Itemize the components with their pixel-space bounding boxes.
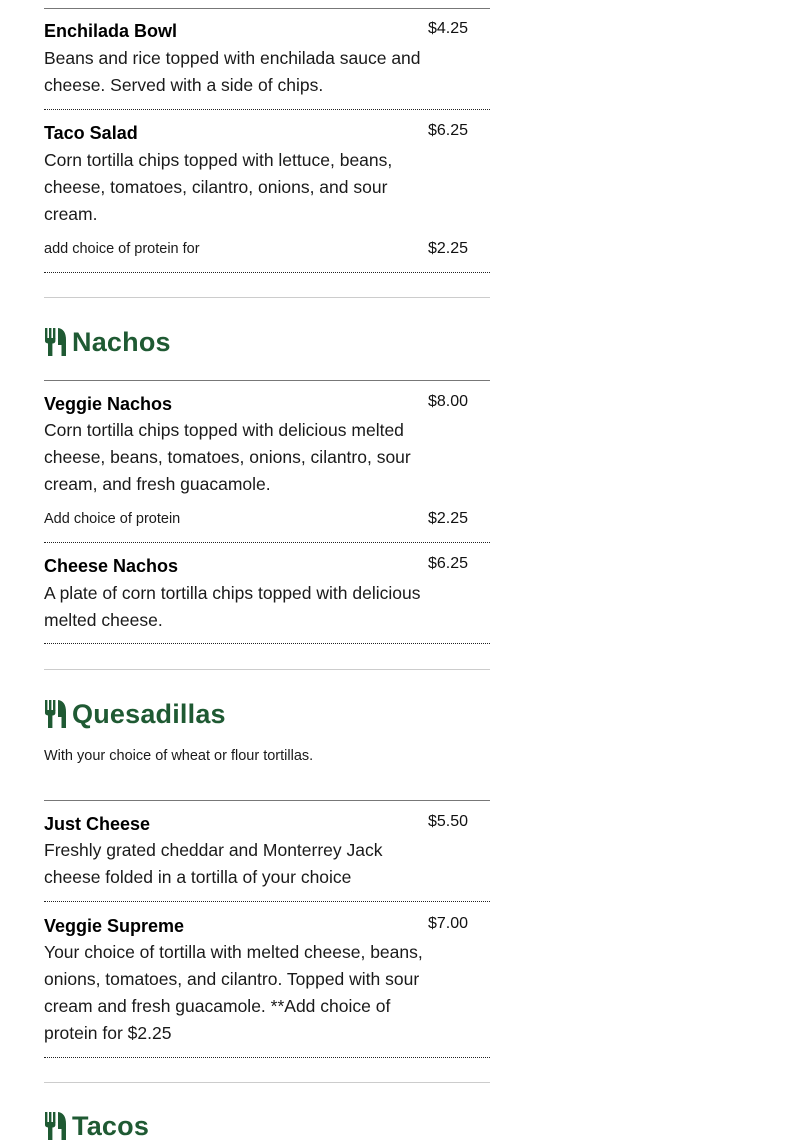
section-divider bbox=[44, 1082, 490, 1083]
item-addon-price: $2.25 bbox=[427, 240, 468, 257]
menu-item-veggie-supreme bbox=[44, 902, 490, 1058]
category-note: With your choice of wheat or flour tortillas. bbox=[44, 748, 314, 764]
item-name: Taco Salad bbox=[44, 123, 138, 143]
category-title: Nachos bbox=[72, 327, 171, 357]
utensils-icon bbox=[44, 700, 68, 728]
item-price: $8.00 bbox=[427, 393, 468, 410]
menu-item-cheese-nachos bbox=[44, 543, 490, 644]
item-description: Corn tortilla chips topped with delicious melted cheese, beans, tomatoes, onions, cilantro, sour cream, and fresh guacamole. bbox=[44, 420, 411, 494]
item-name: Enchilada Bowl bbox=[44, 21, 178, 41]
item-addon-label: add choice of protein for bbox=[44, 241, 200, 257]
item-name: Just Cheese bbox=[44, 814, 151, 834]
item-description: Beans and rice topped with enchilada sauce and cheese. Served with a side of chips. bbox=[44, 48, 421, 95]
item-addon-label: Add choice of protein bbox=[44, 511, 181, 527]
item-name: Veggie Nachos bbox=[44, 394, 173, 414]
utensils-icon bbox=[44, 328, 68, 356]
item-description: Freshly grated cheddar and Monterrey Jack cheese folded in a tortilla of your choice bbox=[44, 840, 383, 887]
category-title: Quesadillas bbox=[72, 699, 226, 729]
category-title: Tacos bbox=[72, 1111, 150, 1141]
category-heading-quesadillas bbox=[44, 698, 226, 730]
item-price: $4.25 bbox=[427, 20, 468, 37]
item-description: Your choice of tortilla with melted cheese, beans, onions, tomatoes, and cilantro. Topped with sour cream and fresh guacamole. **Add choice of protein for $2.25 bbox=[44, 942, 423, 1043]
item-description: Corn tortilla chips topped with lettuce, beans, cheese, tomatoes, cilantro, onions, and sour cream. bbox=[44, 150, 393, 224]
menu-item-taco-salad bbox=[44, 110, 490, 273]
utensils-icon bbox=[44, 1112, 68, 1140]
section-divider bbox=[44, 297, 490, 298]
menu-item-veggie-nachos bbox=[44, 381, 490, 543]
category-heading-tacos bbox=[44, 1110, 149, 1142]
menu-item-just-cheese bbox=[44, 801, 490, 902]
item-price: $5.50 bbox=[427, 813, 468, 830]
item-price: $7.00 bbox=[427, 915, 468, 932]
menu-item-enchilada-bowl bbox=[44, 9, 490, 110]
category-heading-nachos bbox=[44, 326, 171, 358]
item-price: $6.25 bbox=[427, 122, 468, 139]
item-description: A plate of corn tortilla chips topped with delicious melted cheese. bbox=[44, 583, 421, 630]
section-divider bbox=[44, 669, 490, 670]
item-name: Cheese Nachos bbox=[44, 556, 179, 576]
item-name: Veggie Supreme bbox=[44, 916, 185, 936]
item-price: $6.25 bbox=[427, 555, 468, 572]
item-addon-price: $2.25 bbox=[427, 510, 468, 527]
